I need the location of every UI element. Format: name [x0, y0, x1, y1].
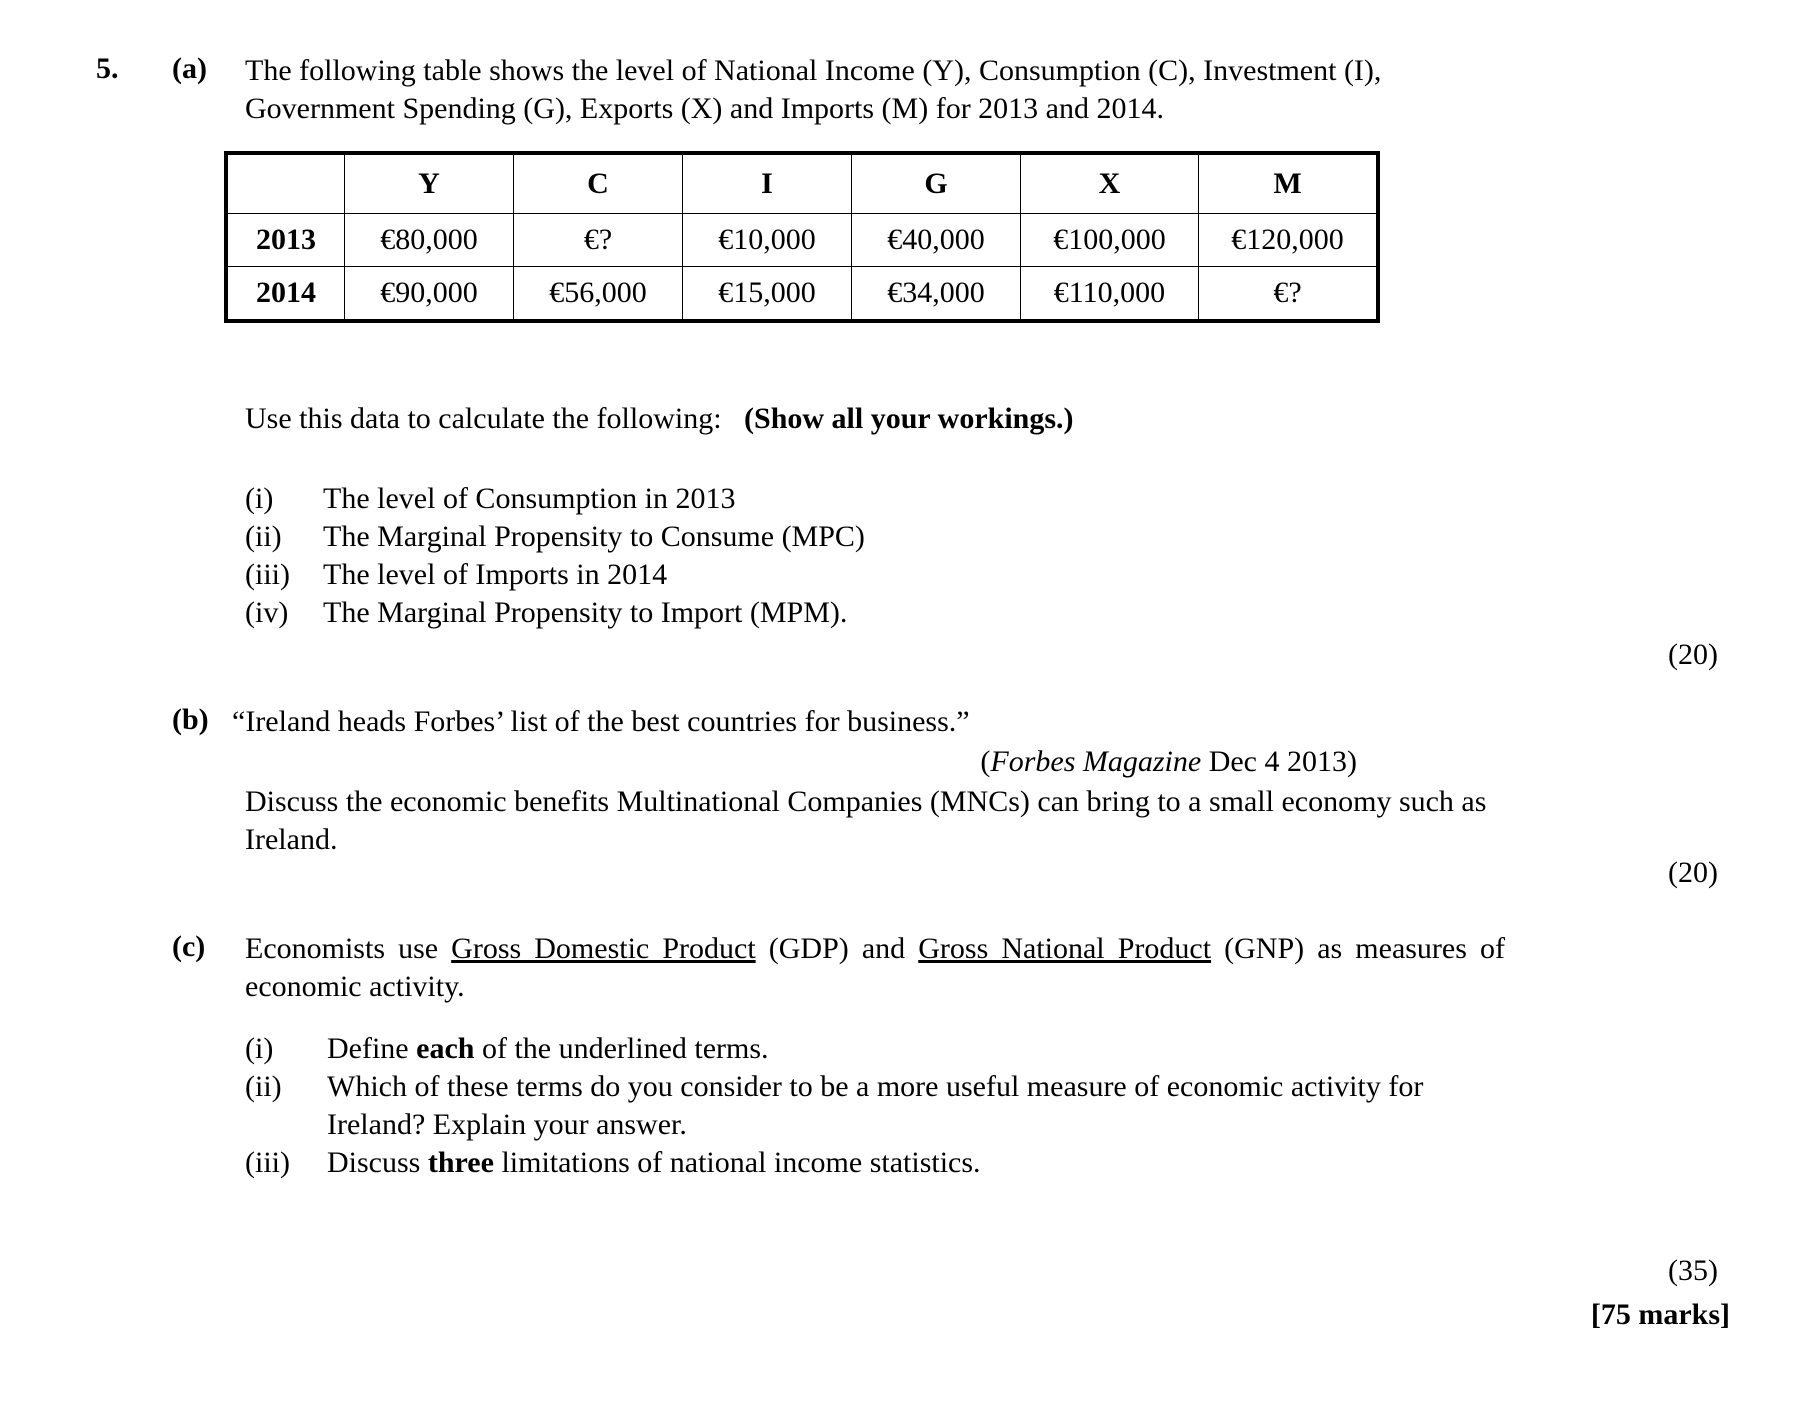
cell-2013-c: €?	[514, 214, 683, 267]
item-number: (ii)	[245, 1070, 282, 1103]
intro-segment-1: Economists use	[245, 932, 452, 965]
table-header-c: C	[514, 153, 683, 214]
table-header-m: M	[1199, 153, 1379, 214]
cell-2013-y: €80,000	[345, 214, 514, 267]
part-a-intro-text: The following table shows the level of National Income (Y), Consumption (C), Investment (I), Government Spending (G), Exports (X) and Imports (M) for 2013 and 2014.	[245, 54, 1382, 125]
part-c-item-list	[245, 1030, 1515, 1182]
source-publication: Forbes Magazine	[990, 745, 1202, 778]
cell-2014-x: €110,000	[1021, 267, 1199, 322]
cell-2013-m: €120,000	[1199, 214, 1379, 267]
table-header-y: Y	[345, 153, 514, 214]
cell-2014-i: €15,000	[683, 267, 852, 322]
table-header-row	[226, 153, 1378, 214]
item-text-pre: Define	[327, 1032, 417, 1065]
item-text-post: limitations of national income statistics.	[493, 1146, 981, 1179]
table-row	[226, 214, 1378, 267]
table-header-x: X	[1021, 153, 1199, 214]
item-number: (iv)	[245, 596, 289, 629]
underlined-term-gnp: Gross National Product	[918, 932, 1212, 965]
part-a-instruction	[245, 400, 1445, 438]
cell-2014-y: €90,000	[345, 267, 514, 322]
item-text: The Marginal Propensity to Consume (MPC)	[323, 520, 865, 553]
cell-2013-x: €100,000	[1021, 214, 1199, 267]
cell-2014-c: €56,000	[514, 267, 683, 322]
list-item	[245, 594, 1345, 632]
table-header-i: I	[683, 153, 852, 214]
list-item	[245, 1068, 1515, 1144]
item-number: (i)	[245, 1032, 274, 1065]
list-item	[245, 1030, 1515, 1068]
part-b-label: (b)	[172, 703, 209, 736]
list-item	[245, 1144, 1515, 1182]
cell-2014-m: €?	[1199, 267, 1379, 322]
underlined-term-gdp: Gross Domestic Product	[451, 932, 756, 965]
item-text: The level of Imports in 2014	[323, 558, 668, 591]
national-income-table	[224, 151, 1380, 323]
list-item	[245, 480, 1345, 518]
part-b-quote: “Ireland heads Forbes’ list of the best countries for business.”	[232, 705, 970, 738]
item-text-strong: three	[427, 1146, 494, 1179]
item-text-pre: Which of these terms do you consider to be a more useful measure of economic activity for Ireland? Explain your answer.	[327, 1070, 1424, 1141]
item-text-strong: each	[416, 1032, 475, 1065]
part-a-marks: (20)	[1668, 638, 1718, 671]
part-a-label: (a)	[172, 52, 207, 85]
cell-2014-g: €34,000	[852, 267, 1021, 322]
list-item	[245, 556, 1345, 594]
source-open-paren: (	[980, 745, 991, 778]
part-b-source	[232, 743, 1357, 781]
item-number: (i)	[245, 482, 274, 515]
part-c-intro	[245, 930, 1505, 1006]
table-row	[226, 267, 1378, 322]
instruction-plain: Use this data to calculate the following:	[245, 402, 722, 435]
table-corner-cell	[226, 153, 345, 214]
intro-segment-3: (GNP) as measures of economic activity.	[245, 932, 1505, 1003]
item-text-post: of the underlined terms.	[474, 1032, 769, 1065]
part-b-body: Discuss the economic benefits Multinational Companies (MNCs) can bring to a small economy such as Ireland.	[245, 785, 1487, 856]
question-number: 5.	[96, 52, 119, 85]
item-number: (iii)	[245, 558, 290, 591]
national-income-table-wrapper	[224, 151, 1380, 323]
source-date: Dec 4 2013)	[1201, 745, 1357, 778]
part-b-marks: (20)	[1668, 856, 1718, 889]
item-text	[327, 1144, 1515, 1182]
item-text	[327, 1068, 1515, 1144]
row-year-2013: 2013	[226, 214, 345, 267]
part-a-item-list	[245, 480, 1345, 632]
total-marks: [75 marks]	[1590, 1298, 1730, 1331]
cell-2013-i: €10,000	[683, 214, 852, 267]
intro-segment-2: (GDP) and	[755, 932, 919, 965]
part-c-label: (c)	[172, 930, 206, 963]
item-text: The level of Consumption in 2013	[323, 482, 736, 515]
cell-2013-g: €40,000	[852, 214, 1021, 267]
item-number: (iii)	[245, 1146, 290, 1179]
item-text	[327, 1030, 1515, 1068]
item-text-pre: Discuss	[327, 1146, 428, 1179]
item-text: The Marginal Propensity to Import (MPM).	[323, 596, 848, 629]
table-header-g: G	[852, 153, 1021, 214]
instruction-bold: (Show all your workings.)	[744, 402, 1074, 435]
row-year-2014: 2014	[226, 267, 345, 322]
part-c-marks: (35)	[1668, 1254, 1718, 1287]
item-number: (ii)	[245, 520, 282, 553]
list-item	[245, 518, 1345, 556]
